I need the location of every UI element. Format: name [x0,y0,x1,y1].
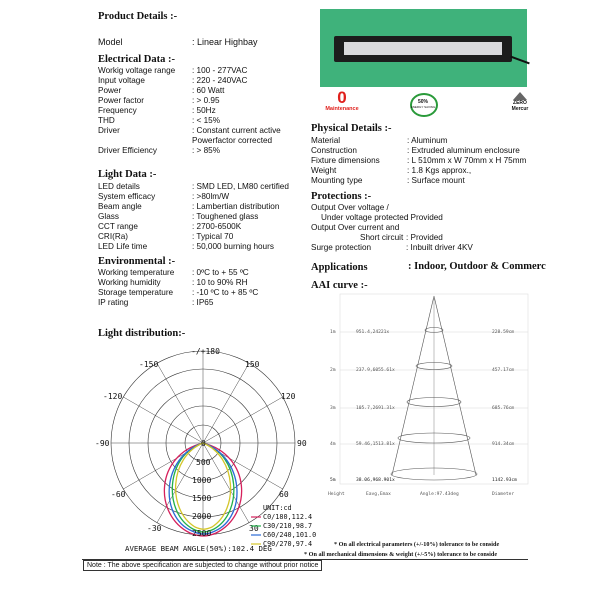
aai-right-value: 685.76cm [492,406,515,411]
radial-label: 2000 [192,512,212,521]
product-details-heading: Product Details :- [98,11,178,22]
electrical-value: : 220 - 240VAC [192,76,248,85]
light-data-value: : >80lm/W [192,192,230,201]
environmental-label: Working temperature [98,268,175,277]
aai-left-value: 38.06,968.901x [356,478,395,483]
aai-height: 4m [330,442,336,447]
aai-right-value: 914.34cm [492,442,515,447]
legend-c30: C30/210,98.7 [263,522,313,530]
light-distribution-heading: Light distribution:- [98,328,186,339]
physical-value: : L 510mm x W 70mm x H 75mm [407,156,527,165]
light-data-value: : Typical 70 [192,232,234,241]
angle-label-30: 30 [249,524,259,533]
light-data-label: Glass [98,212,119,221]
light-data-label: LED Life time [98,242,148,251]
physical-label: Weight [311,166,337,175]
angle-label--150: -150 [139,360,159,369]
physical-value: : 1.8 Kgs approx., [407,166,472,175]
environmental-value: : 10 to 90% RH [192,278,248,287]
environmental-heading: Environmental :- [98,256,176,267]
product-photo [320,9,527,87]
angle-label--90: -90 [95,439,110,448]
electrical-label: Frequency [98,106,137,115]
protection-line-4-value: : Provided [406,233,443,242]
physical-table [311,136,531,186]
light-data-table [98,182,308,254]
electrical-heading: Electrical Data :- [98,54,175,65]
environmental-label: Working humidity [98,278,161,287]
electrical-tolerance-note: * On all electrical parameters (+/-10%) tolerance to be conside [334,541,500,548]
protection-line-2-value: : Provided [406,213,443,222]
electrical-value: Powerfactor corrected [192,136,273,145]
radial-label: 2500 [192,529,212,538]
model-value: : Linear Highbay [192,37,258,47]
polar-spoke [157,363,203,443]
zero-mercury-badge [508,92,532,112]
beam-angle-label: AVERAGE BEAM ANGLE(50%):102.4 DEG [125,544,272,553]
electrical-label: Power factor [98,96,144,105]
physical-label: Construction [311,146,357,155]
physical-details-heading: Physical Details :- [311,123,392,134]
radial-label: 500 [196,458,211,467]
physical-label: Fixture dimensions [311,156,380,165]
protection-line-2-label: Under voltage protected [321,213,409,222]
light-data-heading: Light Data :- [98,169,157,180]
aai-footer-height: Height [328,492,345,497]
applications-label: Applications [311,262,368,273]
electrical-table [98,66,308,166]
unit-label: UNIT:cd [263,504,292,512]
aai-height: 2m [330,368,336,373]
environmental-label: Storage temperature [98,288,174,297]
environmental-label: IP rating [98,298,129,307]
energy-percent: 50% [417,99,428,105]
polar-distribution-chart [95,345,315,565]
aai-curve-heading: AAI curve :- [311,280,368,291]
aai-height: 1m [330,330,336,335]
angle-label--120: -120 [103,392,123,401]
polar-spoke [123,397,203,443]
light-data-value: : Lambertian distribution [192,202,280,211]
applications-value: : Indoor, Outdoor & Commerc [408,261,546,272]
electrical-value: : > 85% [192,146,220,155]
energy-text: ENERGY SAVING [410,105,436,109]
physical-label: Mounting type [311,176,363,185]
electrical-value: : < 15% [192,116,220,125]
aai-left-value: 237.9,6055.61x [356,368,395,373]
aai-left-value: 951.4,24221x [356,330,390,335]
polar-spoke [203,363,249,443]
aai-right-value: 228.59cm [492,330,515,335]
angle-label--30: -30 [147,524,162,533]
zero-maintenance-number: 0 [337,88,347,107]
maintenance-label: Maintenance [325,106,359,112]
angle-label-150: 150 [245,360,260,369]
aai-left-value: 59.46,1513.81x [356,442,395,447]
model-label: Model [98,37,123,47]
environmental-value: : -10 ºC to + 85 ºC [192,288,259,297]
light-data-label: Beam angle [98,202,142,211]
electrical-label: Driver Efficiency [98,146,157,155]
electrical-label: Input voltage [98,76,145,85]
environmental-value: : 0ºC to + 55 ºC [192,268,249,277]
electrical-label: Workig voltage range [98,66,176,75]
angle-label-120: 120 [281,392,296,401]
physical-value: : Aluminum [407,136,448,145]
protection-line-4-label: Short circuit [360,233,404,242]
aai-footer-eavg: Eavg,Emax [366,492,391,497]
angle-label-90: 90 [297,439,307,448]
electrical-label: Power [98,86,122,95]
zero-label: ZERO [513,100,527,106]
aai-height: 5m [330,478,336,483]
mercury-drop-icon [513,92,527,100]
polar-spoke [203,397,283,443]
aai-right-value: 457.17cm [492,368,515,373]
angle-label-180: -/+180 [191,347,220,356]
cone-edge-right [434,296,476,475]
legend-c60: C60/240,101.0 [263,531,317,539]
light-data-value: : Toughened glass [192,212,259,221]
fixture-cable [510,56,529,65]
aai-footer-diameter: Diameter [492,492,515,497]
fixture-lens [344,42,502,55]
aai-footer-angle: Angle:97.43deg [420,492,459,497]
cone-edge-left [392,296,434,475]
light-data-value: : SMD LED, LM80 certified [192,182,289,191]
protection-line-3: Output Over current and [311,223,400,232]
mercury-label: Mercur [511,106,529,112]
electrical-value: : 100 - 277VAC [192,66,248,75]
fixture-body [334,36,512,62]
physical-value: : Extruded aluminum enclosure [407,146,520,155]
environmental-table [98,268,308,314]
legend-c0: C0/180,112.4 [263,513,313,521]
energy-saving-badge [408,93,438,115]
angle-label--60: -60 [111,490,126,499]
aai-left-value: 105.7,2691.31x [356,406,395,411]
environmental-value: : IP65 [192,298,214,307]
protection-line-5-label: Surge protection [311,243,372,252]
light-data-value: : 2700-6500K [192,222,242,231]
protections-heading: Protections :- [311,191,372,202]
aai-right-value: 1142.93cm [492,478,517,483]
light-data-label: CCT range [98,222,138,231]
center-label: 0 [201,439,206,448]
mechanical-tolerance-note: * On all mechanical dimensions & weight (+/-5%) tolerance to be conside [304,551,498,558]
specification-note-box: Note : The above specification are subjected to change without prior notice [83,560,322,571]
light-data-label: CRI(Ra) [98,232,129,241]
electrical-label: THD [98,116,115,125]
physical-value: : Surface mount [407,176,465,185]
legend-c90: C90/270,97.4 [263,540,313,548]
electrical-value: : 50Hz [192,106,216,115]
light-data-value: : 50,000 burning hours [192,242,274,251]
aai-height: 3m [330,406,336,411]
light-data-label: LED details [98,182,140,191]
angle-label-60: 60 [279,490,289,499]
maintenance-badge [322,90,362,112]
radial-label: 1000 [192,476,212,485]
protection-line-5-value: : Inbuilt driver 4KV [406,243,473,252]
electrical-value: : 60 Watt [192,86,225,95]
light-data-label: System efficacy [98,192,156,201]
electrical-value: : Constant current active [192,126,281,135]
aai-curve-diagram [328,292,530,500]
physical-label: Material [311,136,341,145]
protection-line-1: Output Over voltage / [311,203,389,212]
radial-label: 1500 [192,494,212,503]
electrical-value: : > 0.95 [192,96,220,105]
electrical-label: Driver [98,126,120,135]
